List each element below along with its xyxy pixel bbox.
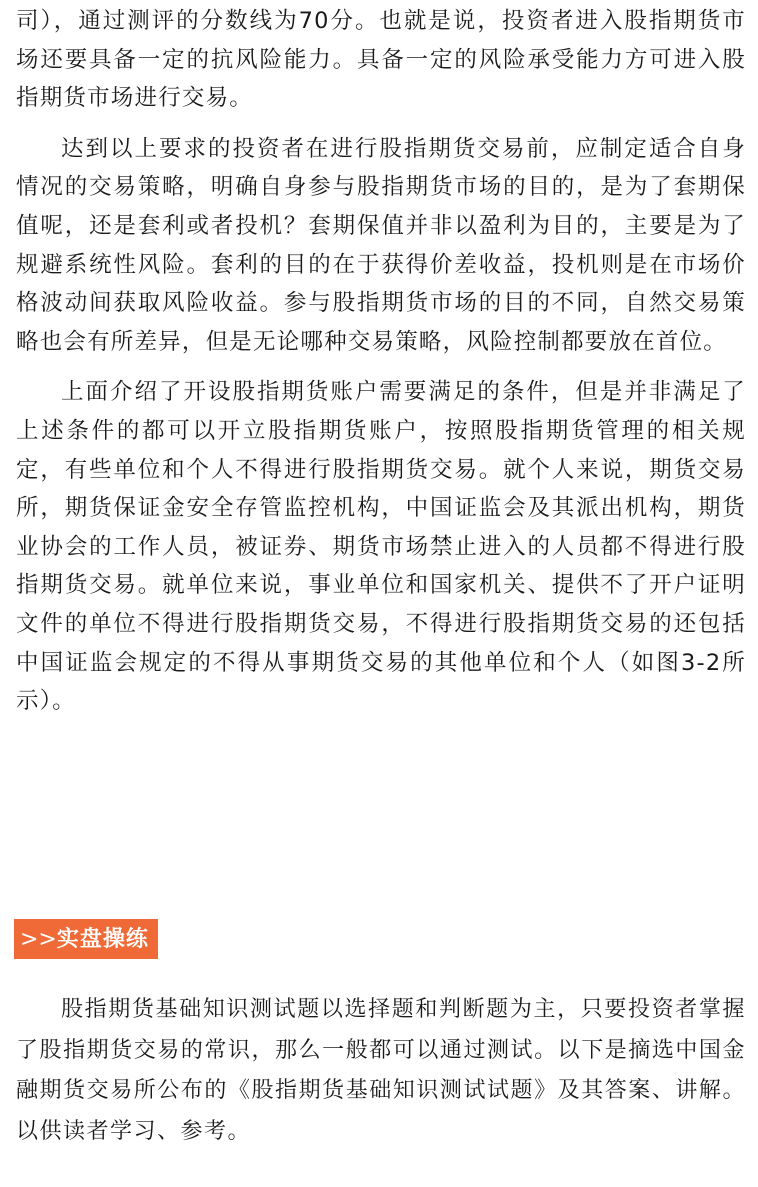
- section-heading-badge: [14, 919, 158, 959]
- practice-section: [16, 990, 746, 1152]
- paragraph-2: 达到以上要求的投资者在进行股指期货交易前，应制定适合自身情况的交易策略，明确自身参与股指期货市场的目的，是为了套期保值呢，还是套利或者投机？套期保值并非以盈利为目的，主要是为了规避系统性风险。套利的目的在于获得价差收益，投机则是在市场价格波动间获取风险收益。参与股指期货市场的目的不同，自然交易策略也会有所差异，但是无论哪种交易策略，风险控制都要放在首位。: [16, 135, 746, 355]
- document-body: [16, 0, 746, 721]
- practice-paragraph: 股指期货基础知识测试题以选择题和判断题为主，只要投资者掌握了股指期货交易的常识，那么一般都可以通过测试。以下是摘选中国金融期货交易所公布的《股指期货基础知识测试试题》及其答案、讲解。以供读者学习、参考。: [16, 997, 746, 1144]
- double-chevron-icon: >>: [20, 927, 57, 952]
- section-title: 实盘操练: [56, 926, 149, 952]
- paragraph-3: 上面介绍了开设股指期货账户需要满足的条件，但是并非满足了上述条件的都可以开立股指期货账户，按照股指期货管理的相关规定，有些单位和个人不得进行股指期货交易。就个人来说，期货交易所，期货保证金安全存管监控机构，中国证监会及其派出机构，期货业协会的工作人员，被证券、期货市场禁止进入的人员都不得进行股指期货交易。就单位来说，事业单位和国家机关、提供不了开户证明文件的单位不得进行股指期货交易，不得进行股指期货交易的还包括中国证监会规定的不得从事期货交易的其他单位和个人（如图3-2所示）。: [16, 379, 746, 715]
- paragraph-1: 司），通过测评的分数线为70分。也就是说，投资者进入股指期货市场还要具备一定的抗风险能力。具备一定的风险承受能力方可进入股指期货市场进行交易。: [16, 8, 746, 112]
